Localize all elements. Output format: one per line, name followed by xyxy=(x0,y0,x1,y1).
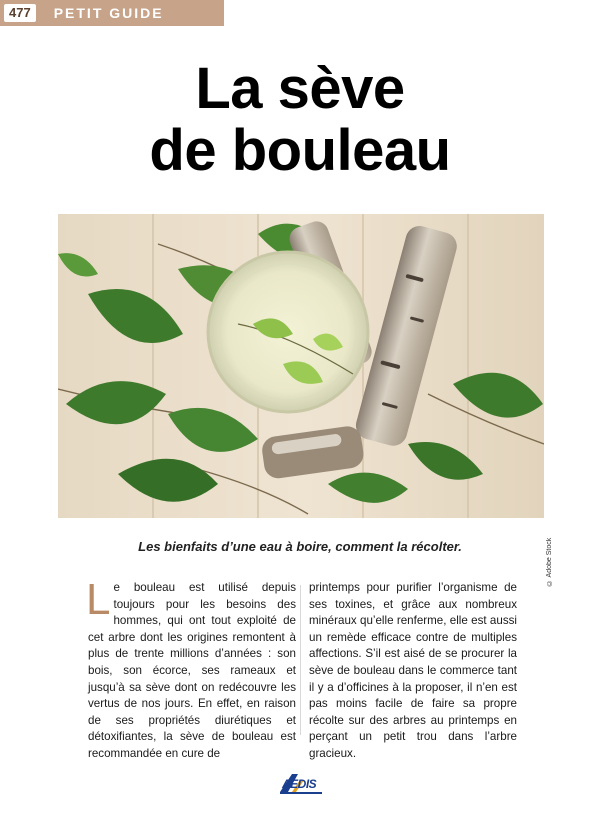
drop-cap: L xyxy=(86,575,111,624)
subtitle-caption: Les bienfaits d’une eau à boire, comment la récolter. xyxy=(138,539,462,554)
series-band xyxy=(0,0,224,26)
cover-photo xyxy=(58,214,544,518)
column-divider xyxy=(300,585,301,735)
body-column-left xyxy=(86,575,296,763)
photo-credit: © Adobe Stock xyxy=(546,537,553,586)
series-name: PETIT GUIDE xyxy=(53,5,164,21)
guide-number: 477 xyxy=(4,4,36,22)
title-line-1: La sève xyxy=(195,56,405,121)
page-title xyxy=(0,58,600,182)
body-text-right: printemps pour purifier l’organisme de ses toxines, et grâce aux nombreux minéraux qu’elle renferme, elle est aussi un remède efficace contre de multiples affections. S’il est aisé de se procurer la sève de bouleau dans le commerce tant il y a d’officines à la proposer, il n’en est pas moins facile de faire sa propre récolte sur des arbres au printemps en perçant un petit trou dans l’arbre gracieux. xyxy=(309,581,517,760)
body-column-right xyxy=(309,580,517,763)
body-text-left: e bouleau est utilisé depuis toujours pour les besoins des hommes, qui ont tout exploité de cet arbre dont les origines remontent à plus de trente millions d’années : son bois, son écorce, ses rameaux et jusqu’à sa sève dont on redécouvre les vertus de nos jours. En effet, en raison de ses propriétés diurétiques et détoxifiantes, la sève de bouleau est recommandée en cure de xyxy=(88,581,296,760)
title-line-2: de bouleau xyxy=(149,118,451,183)
publisher-logo-text: AEDIS xyxy=(282,777,317,791)
publisher-logo xyxy=(278,772,324,796)
